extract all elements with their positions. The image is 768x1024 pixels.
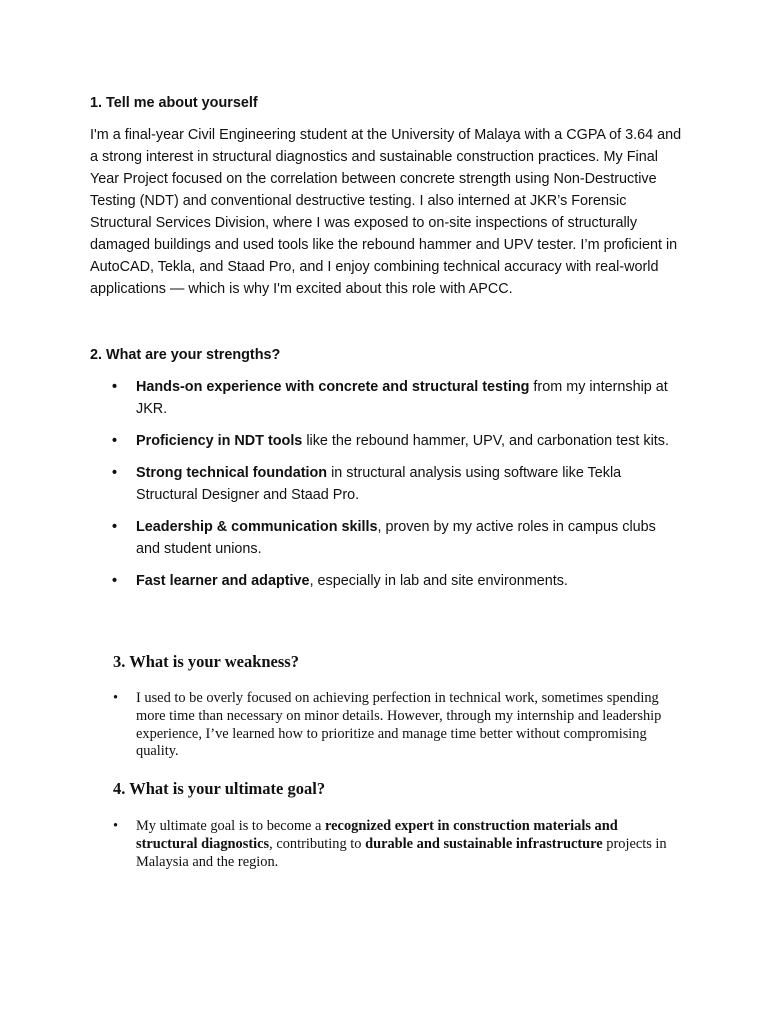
question-2-heading: 2. What are your strengths? <box>90 347 281 363</box>
weakness-text: I used to be overly focused on achieving perfection in technical work, sometimes spending more time than necessary on minor details. However, through my internship and leadership experience, I’ve learned how to prioritize and manage time better without compromising quality. <box>136 690 662 760</box>
list-item <box>113 818 678 871</box>
bullet: • <box>112 379 118 395</box>
bullet: • <box>112 433 118 449</box>
strength-highlight: Strong technical foundation <box>136 465 328 481</box>
bullet: • <box>113 690 119 706</box>
list-item <box>90 430 680 452</box>
strength-detail: , especially in lab and site environments. <box>309 573 568 589</box>
goal-text-part-1: My ultimate goal is to become a <box>136 818 326 834</box>
strengths-list <box>90 376 680 602</box>
strength-highlight: Fast learner and adaptive <box>136 573 310 589</box>
bullet: • <box>113 818 119 834</box>
list-item <box>90 516 680 560</box>
weakness-list <box>113 690 678 761</box>
goal-highlight-2: durable and sustainable infrastructure <box>365 835 603 852</box>
question-4-heading: 4. What is your ultimate goal? <box>113 779 326 798</box>
strength-highlight: Leadership & communication skills <box>136 519 378 535</box>
bullet: • <box>112 573 118 589</box>
goal-list <box>113 818 678 871</box>
list-item <box>90 570 680 592</box>
strength-detail: like the rebound hammer, UPV, and carbonation test kits. <box>302 433 669 449</box>
bullet: • <box>112 519 118 535</box>
strength-highlight: Hands-on experience with concrete and structural testing <box>136 379 530 395</box>
goal-text-part-3: projects in Malaysia and the region. <box>136 835 667 870</box>
question-3-heading: 3. What is your weakness? <box>113 652 299 671</box>
strength-detail: from my internship at JKR. <box>136 379 668 417</box>
strength-detail: in structural analysis using software like Tekla Structural Designer and Staad Pro. <box>136 465 622 503</box>
strength-highlight: Proficiency in NDT tools <box>136 433 303 449</box>
list-item <box>90 376 680 420</box>
goal-highlight-1: recognized expert in construction materials and structural diagnostics <box>136 818 618 852</box>
goal-text-part-2: , contributing to <box>269 835 366 852</box>
list-item <box>113 690 678 761</box>
list-item <box>90 462 680 506</box>
question-1-heading: 1. Tell me about yourself <box>90 95 258 111</box>
bullet: • <box>112 465 118 481</box>
question-1-answer: I'm a final-year Civil Engineering student at the University of Malaya with a CGPA of 3.64 and a strong interest in structural diagnostics and sustainable construction practices. My Final Year Project focused on the correlation between concrete strength using Non-Destructive Testing (NDT) and conventional destructive testing. I also interned at JKR’s Forensic Structural Services Division, where I was exposed to on-site inspections of structurally damaged buildings and used tools like the rebound hammer and UPV tester. I’m proficient in AutoCAD, Tekla, and Staad Pro, and I enjoy combining technical accuracy with real-world applications — which is why I'm excited about this role with APCC. <box>90 127 682 297</box>
strength-detail: , proven by my active roles in campus clubs and student unions. <box>136 519 656 557</box>
